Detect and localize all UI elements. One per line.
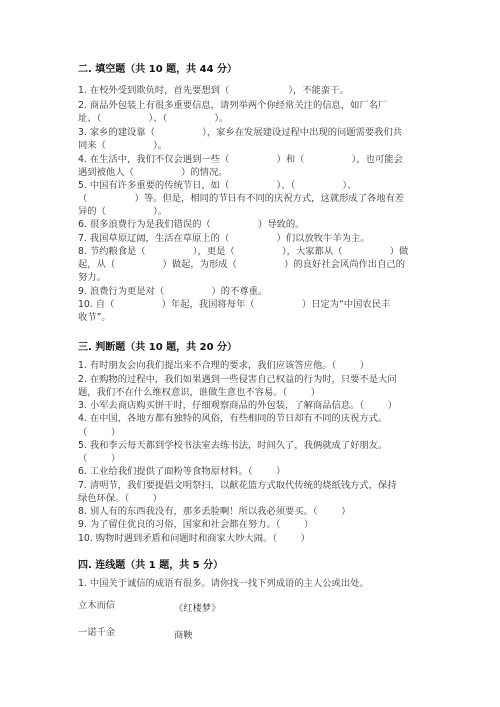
fill-q10-line2: 收节”。 — [78, 312, 111, 323]
judge-q1: 1. 有时朋友会向我们提出来不合理的要求，我们应该答应他。（ ） — [78, 360, 370, 371]
fill-q8-line3: 努力。 — [78, 272, 106, 283]
judge-section-title: 三. 判断题（共 10 题，共 20 分） — [78, 342, 238, 353]
fill-q2-line1: 2. 商品外包装上有很多重要信息，请列举两个你经常关注的信息，如厂名厂 — [78, 100, 388, 111]
fill-q6: 6. 很多浪费行为是我们错误的（ ）导致的。 — [78, 219, 305, 230]
judge-q10: 10. 购物时遇到矛盾和问题时和商家大吵大闹。（ ） — [78, 533, 310, 544]
fill-q3-line2: 同来（ ）。 — [78, 140, 168, 151]
fill-q4-line2: 遇到被他人（ ）的情况。 — [78, 167, 228, 178]
fill-q4-line1: 4. 在生活中，我们不仅会遇到一些（ ）和（ ），也可能会 — [78, 154, 403, 165]
match-left-2: 一诺千金 — [78, 627, 116, 638]
match-left-1: 立木而信 — [78, 600, 116, 611]
judge-q5-line2: （ ） — [78, 453, 121, 464]
judge-q2-line2: 题，我们不在什么维权意识，谁做生意也不容易。（ ） — [78, 387, 321, 398]
fill-q5-line3: 异的（ ）。 — [78, 206, 168, 217]
fill-q7: 7. 我国草原辽阔，生活在草原上的（ ）们以放牧牛羊为主。 — [78, 233, 370, 244]
judge-q3: 3. 小军去商店购买饼干时，仔细观察商品的外包装，了解商品信息。（ ） — [78, 400, 398, 411]
fill-q8-line1: 8. 节约粮食是（ ），更是（ ），大家都从（ ）做 — [78, 246, 409, 257]
matching-q1: 1. 中国关于诚信的成语有很多。请你找一找下列成语的主人公或出处。 — [78, 578, 369, 589]
judge-q4-line1: 4. 在中国，各地方都有独特的风俗，有些相同的节日却有不同的庆祝方式。 — [78, 413, 388, 424]
judge-q4-line2: （ ） — [78, 427, 121, 438]
fill-q5-line1: 5. 中国有许多重要的传统节日，如（ ）、（ ）、 — [78, 180, 357, 191]
fill-q10-line1: 10. 自（ ）年起，我国将每年（ ）日定为“中国农民丰 — [78, 299, 391, 310]
fill-q5-line2: （ ）等。但是，相同的节日有不同的庆祝方式，这就形成了各地有差 — [78, 193, 405, 204]
fill-q3-line1: 3. 家乡的建设靠（ ），家乡在发展建设过程中出现的问题需要我们共 — [78, 127, 403, 138]
judge-q6: 6. 工业给我们提供了面粉等食物原材料。（ ） — [78, 466, 286, 477]
matching-section-title: 四. 连线题（共 1 题，共 5 分） — [78, 560, 224, 571]
fill-blank-section-title: 二. 填空题（共 10 题，共 44 分） — [78, 64, 238, 75]
judge-q2-line1: 2. 在购物的过程中，我们如果遇到一些侵害自己权益的行为时，只要不是大问 — [78, 374, 397, 385]
judge-q8: 8. 别人有的东西我没有，那多丢脸啊！所以我必须要买。（ ） — [78, 506, 351, 517]
fill-q9: 9. 浪费行为更是对（ ）的不尊重。 — [78, 286, 268, 297]
match-right-2: 商鞅 — [174, 630, 193, 641]
judge-q9: 9. 为了留住优良的习俗，国家和社会都在努力。（ ） — [78, 519, 314, 530]
judge-q7-line1: 7. 清明节，我们要提倡文明祭扫，以献花篮方式取代传统的烧纸钱方式，保持 — [78, 480, 397, 491]
judge-q7-line2: 绿色环保。（ ） — [78, 493, 163, 504]
fill-q8-line2: 起，从（ ）做起，为形成（ ）的良好社会风尚作出自己的 — [78, 259, 405, 270]
judge-q5-line1: 5. 我和李云每天都到学校书法室去练书法，时间久了，我俩就成了好朋友。 — [78, 440, 388, 451]
match-right-1: 《红楼梦》 — [174, 603, 221, 614]
fill-q1: 1. 在校外受到欺负时，首先要想到（ ），不能蛮干。 — [78, 85, 349, 96]
fill-q2-line2: 址、（ ）、（ ）。 — [78, 113, 229, 124]
